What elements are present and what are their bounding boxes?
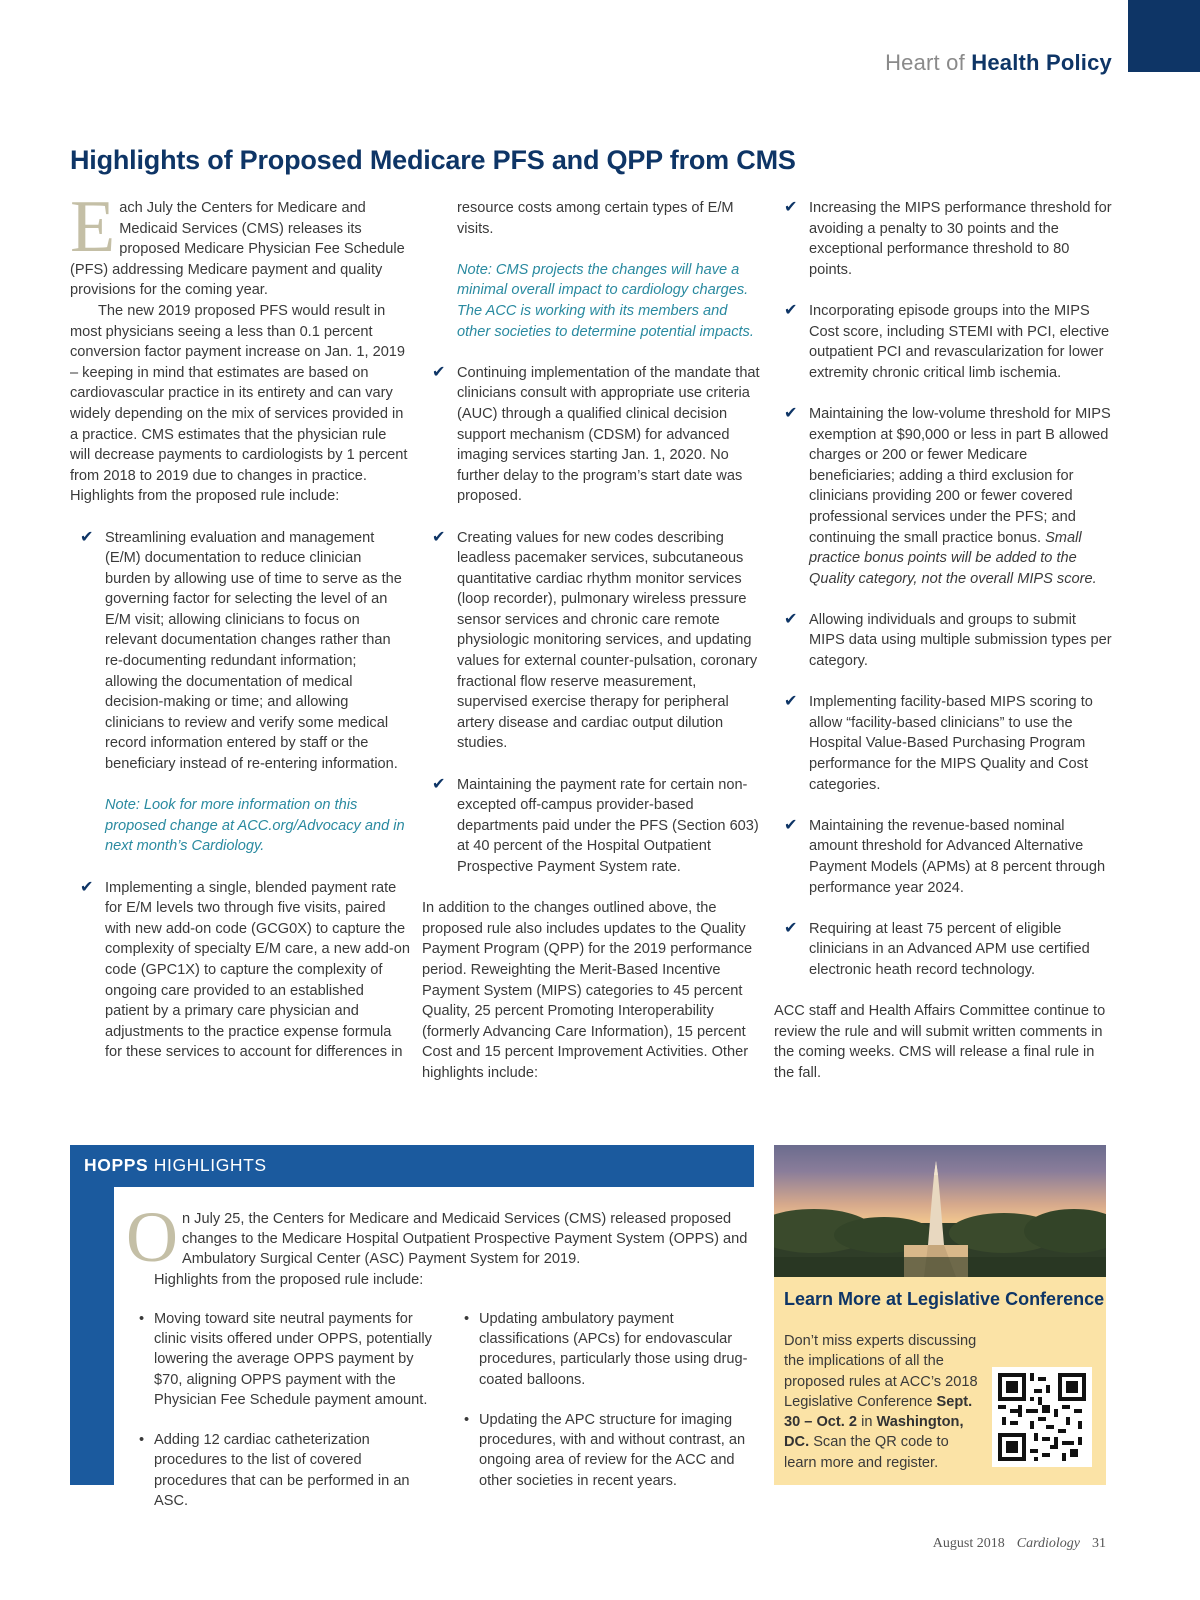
list-item bbox=[422, 528, 762, 755]
bullet-continuation: resource costs among certain types of E/M visits. bbox=[457, 200, 734, 237]
section-bold: Health Policy bbox=[971, 50, 1112, 75]
list-item bbox=[70, 528, 410, 775]
bullet-text: Creating values for new codes describing leadless pacemaker services, subcutaneous quantitative cardiac rhythm monitor services (loop recorder), pulmonary wireless pressure sensor services and chronic care remote physiologic monitoring services, and updating values for external counter-pulsation, coronary fractional flow reserve measurement, supervised exercise therapy for peripheral artery disease and cardiac output dilution studies. bbox=[457, 529, 758, 752]
column-3 bbox=[774, 198, 1114, 1104]
list-item bbox=[422, 775, 762, 878]
bullet-text: Streamlining evaluation and management (E/M) documentation to reduce clinician burden by allowing use of time to serve as the governing factor for selecting the level of an E/M visit; allowing clinicians to focus on relevant documentation changes rather than re-documenting redundant information; allowing the documentation of medical decision-making or time; and allowing clinicians to review and verify some medical record information entered by staff or the beneficiary instead of re-entering information. bbox=[105, 529, 402, 773]
checkmark-icon: ✔ bbox=[784, 816, 798, 834]
bullet-italic-text: Small practice bonus points will be added to the Quality category, not the overall MIPS score. bbox=[809, 529, 1097, 587]
bullet-text: Updating the APC structure for imaging procedures, with and without contrast, an ongoing area of review for the ACC and other societies in recent years. bbox=[479, 1412, 746, 1489]
bullet-text: Implementing a single, blended payment rate for E/M levels two through five visits, paired with new add-on code (GCG0X) to capture the complexity of specialty E/M care, a new add-on code (GPC1X) to capture the complexity of ongoing care provided to an established patient by a primary care physician and adjustments to the practice expense formula for these services to account for differences in bbox=[105, 879, 410, 1061]
list-item bbox=[139, 1309, 434, 1410]
hopps-heading bbox=[70, 1145, 754, 1187]
corner-tab bbox=[1128, 0, 1200, 72]
list-item bbox=[774, 198, 1114, 280]
checkmark-icon: ✔ bbox=[784, 693, 798, 711]
list-item bbox=[774, 692, 1114, 795]
list-item bbox=[774, 404, 1114, 589]
bullet-dot-icon: • bbox=[464, 1412, 470, 1428]
checkmark-icon: ✔ bbox=[784, 199, 798, 216]
washington-monument-photo bbox=[774, 1145, 1106, 1277]
checkmark-icon: ✔ bbox=[784, 404, 798, 422]
checkmark-icon: ✔ bbox=[432, 363, 446, 381]
conference-text bbox=[784, 1331, 984, 1473]
bullet-text: Implementing facility-based MIPS scoring to allow “facility-based clinicians” to use the Hospital Value-Based Purchasing Program performance for the MIPS Quality and Cost categories. bbox=[809, 694, 1093, 793]
footer-date: August 2018 bbox=[932, 1536, 1005, 1551]
hopps-column-right bbox=[464, 1309, 754, 1511]
bullet-text: Updating ambulatory payment classifications (APCs) for endovascular procedures, particularly those using drug-coated balloons. bbox=[479, 1311, 748, 1388]
bullet-text: Maintaining the revenue-based nominal amount threshold for Advanced Alternative Payment Models (APMs) at 8 percent through performance year 2024. bbox=[809, 817, 1106, 896]
bullet-text: Increasing the MIPS performance threshold for avoiding a penalty to 30 points and the exceptional performance threshold to 80 points. bbox=[809, 200, 1112, 278]
checkmark-icon: ✔ bbox=[80, 878, 94, 896]
qpp-paragraph: In addition to the changes outlined above, the proposed rule also includes updates to the Quality Payment Program (QPP) for the 2019 performance period. Reweighting the Merit-Based Incentive Payment System (MIPS) categories to 45 percent Quality, 25 percent Promoting Interoperability (formerly Advancing Care Information), 15 percent Cost and 15 percent Improvement Activities. Other highlights include: bbox=[422, 900, 753, 1081]
checkmark-icon: ✔ bbox=[80, 528, 94, 546]
drop-cap: E bbox=[70, 186, 116, 268]
intro-paragraph bbox=[70, 186, 410, 507]
paragraph-2: The new 2019 proposed PFS would result in most physicians seeing a less than 0.1 percent conversion factor payment increase on Jan. 1, 2019 – keeping in mind that estimates are based on cardiovascular practice in its entirety and can vary widely depending on the mix of services provided in a practice. CMS estimates that the physician rule will decrease payments to cardiologists by 1 percent from 2018 to 2019 due to changes in practice. Highlights from the proposed rule include: bbox=[70, 302, 408, 505]
conference-text-c: Scan the QR code to learn more and register. bbox=[784, 1434, 949, 1471]
bullet-text: Requiring at least 75 percent of eligible clinicians in an Advanced APM use certified electronic heath record technology. bbox=[809, 920, 1090, 978]
hopps-intro-tail: Highlights from the proposed rule include: bbox=[154, 1271, 424, 1288]
bullet-text: Moving toward site neutral payments for clinic visits offered under OPPS, potentially lowering the average OPPS payment by $70, aligning OPPS payment with the Physician Fee Schedule payment amount. bbox=[154, 1311, 432, 1408]
list-item bbox=[464, 1309, 754, 1390]
list-item bbox=[774, 301, 1114, 383]
checkmark-icon: ✔ bbox=[432, 528, 446, 546]
checkmark-icon: ✔ bbox=[784, 610, 798, 628]
section-prefix: Heart of bbox=[885, 50, 965, 75]
bullet-text: Continuing implementation of the mandate that clinicians consult with appropriate use criteria (AUC) through a qualified clinical decision support mechanism (CDSM) for advanced imaging services starting Jan. 1, 2020. No further delay to the program’s start date was proposed. bbox=[457, 364, 760, 505]
list-item bbox=[774, 816, 1114, 898]
hopps-body bbox=[114, 1187, 754, 1507]
page-title: Highlights of Proposed Medicare PFS and QPP from CMS bbox=[70, 145, 796, 175]
list-item bbox=[139, 1430, 434, 1511]
list-item bbox=[70, 878, 410, 1063]
bullet-dot-icon: • bbox=[139, 1432, 145, 1449]
hopps-title-rest: HIGHLIGHTS bbox=[153, 1155, 267, 1175]
hopps-column-left bbox=[139, 1309, 434, 1531]
bullet-dot-icon: • bbox=[464, 1311, 470, 1327]
conference-title: Learn More at Legislative Conference bbox=[784, 1289, 1105, 1309]
checkmark-icon: ✔ bbox=[432, 775, 446, 793]
hopps-title-bold: HOPPS bbox=[84, 1155, 149, 1175]
conference-dates: Sept. 30 – Oct. 2 bbox=[784, 1393, 973, 1431]
list-item bbox=[422, 363, 762, 507]
conference-text-b: in bbox=[861, 1414, 873, 1431]
hopps-side-bar bbox=[70, 1145, 114, 1485]
closing-paragraph: ACC staff and Health Affairs Committee continue to review the rule and will submit written comments in the coming weeks. CMS will release a final rule in the fall. bbox=[774, 1003, 1106, 1081]
footer-magazine: Cardiology bbox=[1016, 1536, 1080, 1551]
column-1 bbox=[70, 186, 410, 1084]
bullet-text: Maintaining the low-volume threshold for MIPS exemption at $90,000 or less in part B allowed charges or 200 or fewer Medicare beneficiaries; adding a third exclusion for clinicians providing 200 or fewer covered professional services under the PFS; and continuing the small practice bonus. bbox=[809, 405, 1111, 546]
conference-location: Washington, DC. bbox=[784, 1414, 964, 1451]
bullet-dot-icon: • bbox=[139, 1311, 145, 1327]
column-2 bbox=[422, 198, 762, 1104]
checkmark-icon: ✔ bbox=[784, 301, 798, 319]
qr-code-icon[interactable] bbox=[992, 1367, 1092, 1467]
conference-text-a: Don’t miss experts discussing the implications of all the proposed rules at ACC’s 2018 Legislative Conference bbox=[784, 1333, 978, 1410]
bullet-text: Adding 12 cardiac catheterization procedures to the list of covered procedures that can be performed in an ASC. bbox=[154, 1432, 410, 1509]
note-cms-projections: Note: CMS projects the changes will have a minimal overall impact to cardiology charges. The ACC is working with its members and other societies to determine potential impacts. bbox=[457, 261, 754, 340]
page-number: 31 bbox=[1092, 1536, 1106, 1551]
list-item bbox=[464, 1410, 754, 1491]
list-item bbox=[774, 919, 1114, 981]
page-footer bbox=[933, 1536, 1106, 1552]
hopps-intro bbox=[126, 1197, 754, 1290]
bullet-text: Allowing individuals and groups to submit MIPS data using multiple submission types per category. bbox=[809, 611, 1112, 670]
conference-callout bbox=[774, 1277, 1106, 1485]
list-item bbox=[774, 610, 1114, 672]
bullet-text: Incorporating episode groups into the MIPS Cost score, including STEMI with PCI, elective outpatient PCI and revascularization for lower extremity chronic critical limb ischemia. bbox=[809, 302, 1110, 381]
checkmark-icon: ✔ bbox=[784, 919, 798, 937]
bullet-text: Maintaining the payment rate for certain non-excepted off-campus provider-based departments paid under the PFS (Section 603) at 40 percent of the Hospital Outpatient Prospective Payment System rate. bbox=[457, 776, 759, 875]
note-em-documentation: Note: Look for more information on this proposed change at ACC.org/Advocacy and in next month’s Cardiology. bbox=[105, 797, 405, 855]
intro-text: ach July the Centers for Medicare and Medicaid Services (CMS) releases its proposed Medicare Physician Fee Schedule (PFS) addressing Medicare payment and quality provisions for the coming year. bbox=[70, 200, 405, 299]
hopps-drop-cap: O bbox=[126, 1197, 178, 1277]
section-label bbox=[885, 50, 1112, 76]
hopps-intro-text: n July 25, the Centers for Medicare and Medicaid Services (CMS) released proposed changes to the Medicare Hospital Outpatient Prospective Payment System (OPPS) and Ambulatory Surgical Center (ASC) Payment System for 2019. bbox=[182, 1211, 748, 1268]
